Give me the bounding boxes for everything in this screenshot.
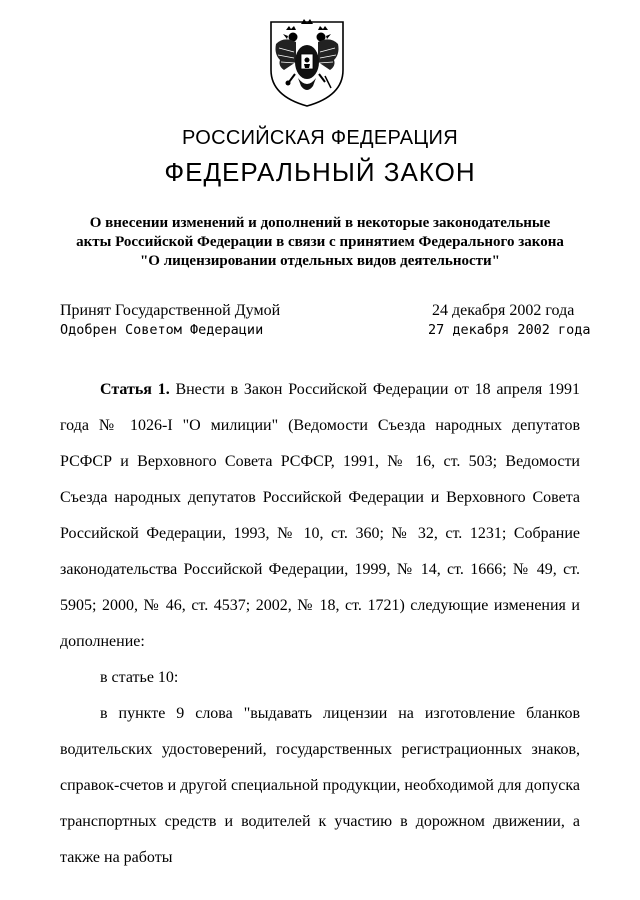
duma-adoption-label: Принят Государственной Думой [60,302,281,319]
country-name: РОССИЙСКАЯ ФЕДЕРАЦИЯ [182,127,458,149]
duma-adoption-date: 24 декабря 2002 года [432,302,575,319]
article-paragraph [60,372,580,660]
article-item-text: в пункте 9 слова "выдавать лицензии на изготовление бланков водительских удостоверений, государственных регистрационных знаков, справок-счетов и другой специальной продукции, необходимой для допуска транспортных средств и водителей к участию в дорожном движении, а также на работы [60,705,580,866]
subject-line: О внесении изменений и дополнений в некоторые законодательные [89,215,551,231]
council-approval-date: 27 декабря 2002 года [428,322,591,338]
law-subject [40,214,600,271]
article-text: Внести в Закон Российской Федерации от 18 апреля 1991 года № 1026-I "О милиции" (Ведомости Съезда народных депутатов РСФСР и Верховного Совета РСФСР, 1991, № 16, ст. 503; Ведомости Съезда народных депутатов Российской Федерации и Верховного Совета Российской Федерации, 1993, № 10, ст. 360; № 32, ст. 1231; Собрание законодательства Российской Федерации, 1999, № 14, ст. 1666; № 49, ст. 5905; 2000, № 46, ст. 4537; 2002, № 18, ст. 1721) следующие изменения и дополнение: [60,381,580,650]
article-heading: Статья 1. [100,381,170,398]
subject-line: "О лицензировании отдельных видов деятельности" [139,253,500,269]
council-approval-label: Одобрен Советом Федерации [60,322,264,338]
russian-coat-of-arms-icon [268,14,346,108]
document-type: ФЕДЕРАЛЬНЫЙ ЗАКОН [164,157,476,187]
article-body [60,372,580,876]
article-item-intro: в статье 10: [100,669,179,686]
subject-line: акты Российской Федерации в связи с принятием Федерального закона [76,234,564,250]
